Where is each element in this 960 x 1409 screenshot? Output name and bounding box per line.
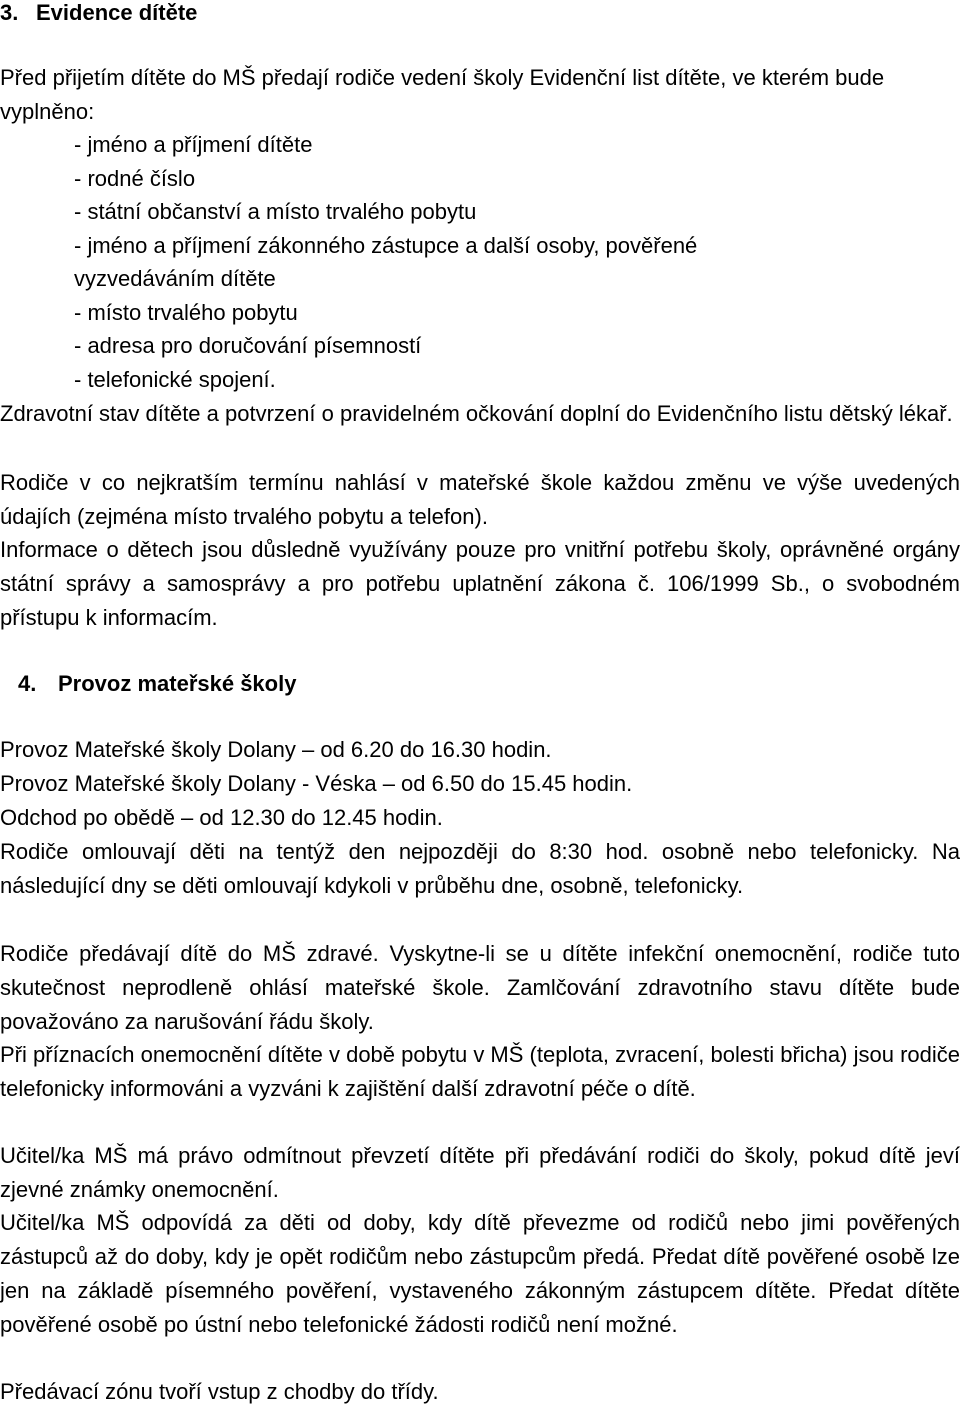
list-item: - jméno a příjmení dítěte <box>74 132 313 157</box>
section-3-title: Evidence dítěte <box>36 0 198 25</box>
list-item: - adresa pro doručování písemností <box>74 333 422 358</box>
changes-paragraph: Rodiče v co nejkratším termínu nahlásí v mateřské škole každou změnu ve výše uvedených údajích (zejména místo trvalého pobytu a telefon). <box>0 470 960 529</box>
list-item: - státní občanství a místo trvalého pobytu <box>74 199 477 224</box>
list-item: - jméno a příjmení zákonného zástupce a další osoby, pověřené vyzvedáváním dítěte <box>74 232 698 291</box>
symptoms-paragraph: Při příznacích onemocnění dítěte v době pobytu v MŠ (teplota, zvracení, bolesti břicha) jsou rodiče telefonicky informováni a vyzváni k zajištění další zdravotní péče o dítě. <box>0 1042 960 1101</box>
evidence-items-list <box>74 128 814 396</box>
information-paragraph: Informace o dětech jsou důsledně využívány pouze pro vnitřní potřebu školy, oprávněné orgány státní správy a samosprávy a pro potřebu uplatnění zákona č. 106/1999 Sb., o svobodném přístupu k informacím. <box>0 537 960 630</box>
section-3-heading <box>0 0 197 26</box>
healthy-child-paragraph: Rodiče předávají dítě do MŠ zdravé. Vyskytne-li se u dítěte infekční onemocnění, rodiče tuto skutečnost neprodleně ohlásí mateřské škole. Zamlčování zdravotního stavu dítěte bude považováno za narušování řádu školy. <box>0 941 960 1034</box>
lunch-departure-line: Odchod po obědě – od 12.30 do 12.45 hodin. <box>0 805 443 830</box>
list-item: - místo trvalého pobytu <box>74 299 298 325</box>
section-3-number: 3. <box>0 0 19 25</box>
list-item: - telefonické spojení. <box>74 366 276 392</box>
section-4-title: Provoz mateřské školy <box>58 671 297 696</box>
section-4-number: 4. <box>18 671 37 696</box>
refuse-paragraph: Učitel/ka MŠ má právo odmítnout převzetí dítěte při předávání rodiči do školy, pokud dítě jeví zjevné známky onemocnění. <box>0 1143 960 1202</box>
section-3-intro: Před přijetím dítěte do MŠ předají rodiče vedení školy Evidenční list dítěte, ve kterém bude vyplněno: <box>0 65 885 124</box>
hours-line-dolany: Provoz Mateřské školy Dolany – od 6.20 do 16.30 hodin. <box>0 737 552 762</box>
hours-line-veska: Provoz Mateřské školy Dolany - Véska – od 6.50 do 15.45 hodin. <box>0 771 633 796</box>
list-item: - rodné číslo <box>74 165 196 191</box>
health-paragraph: Zdravotní stav dítěte a potvrzení o pravidelném očkování doplní do Evidenčního listu dětský lékař. <box>0 401 953 426</box>
excuse-paragraph: Rodiče omlouvají děti na tentýž den nejpozději do 8:30 hod. osobně nebo telefonicky. Na následující dny se děti omlouvají kdykoli v průběhu dne, osobně, telefonicky. <box>0 839 960 898</box>
responsibility-paragraph: Učitel/ka MŠ odpovídá za děti od doby, kdy dítě převezme od rodičů nebo jimi pověřených zástupců až do doby, kdy je opět rodičům nebo zástupcům předá. Předat dítě pověřené osobě lze jen na základě písemného pověření, vystaveného zákonným zástupcem dítěte. Předat dítěte pověřené osobě po ústní nebo telefonické žádosti rodičů není možné. <box>0 1210 960 1337</box>
handover-zone-paragraph: Předávací zónu tvoří vstup z chodby do třídy. <box>0 1379 439 1404</box>
section-4-heading <box>18 671 296 697</box>
